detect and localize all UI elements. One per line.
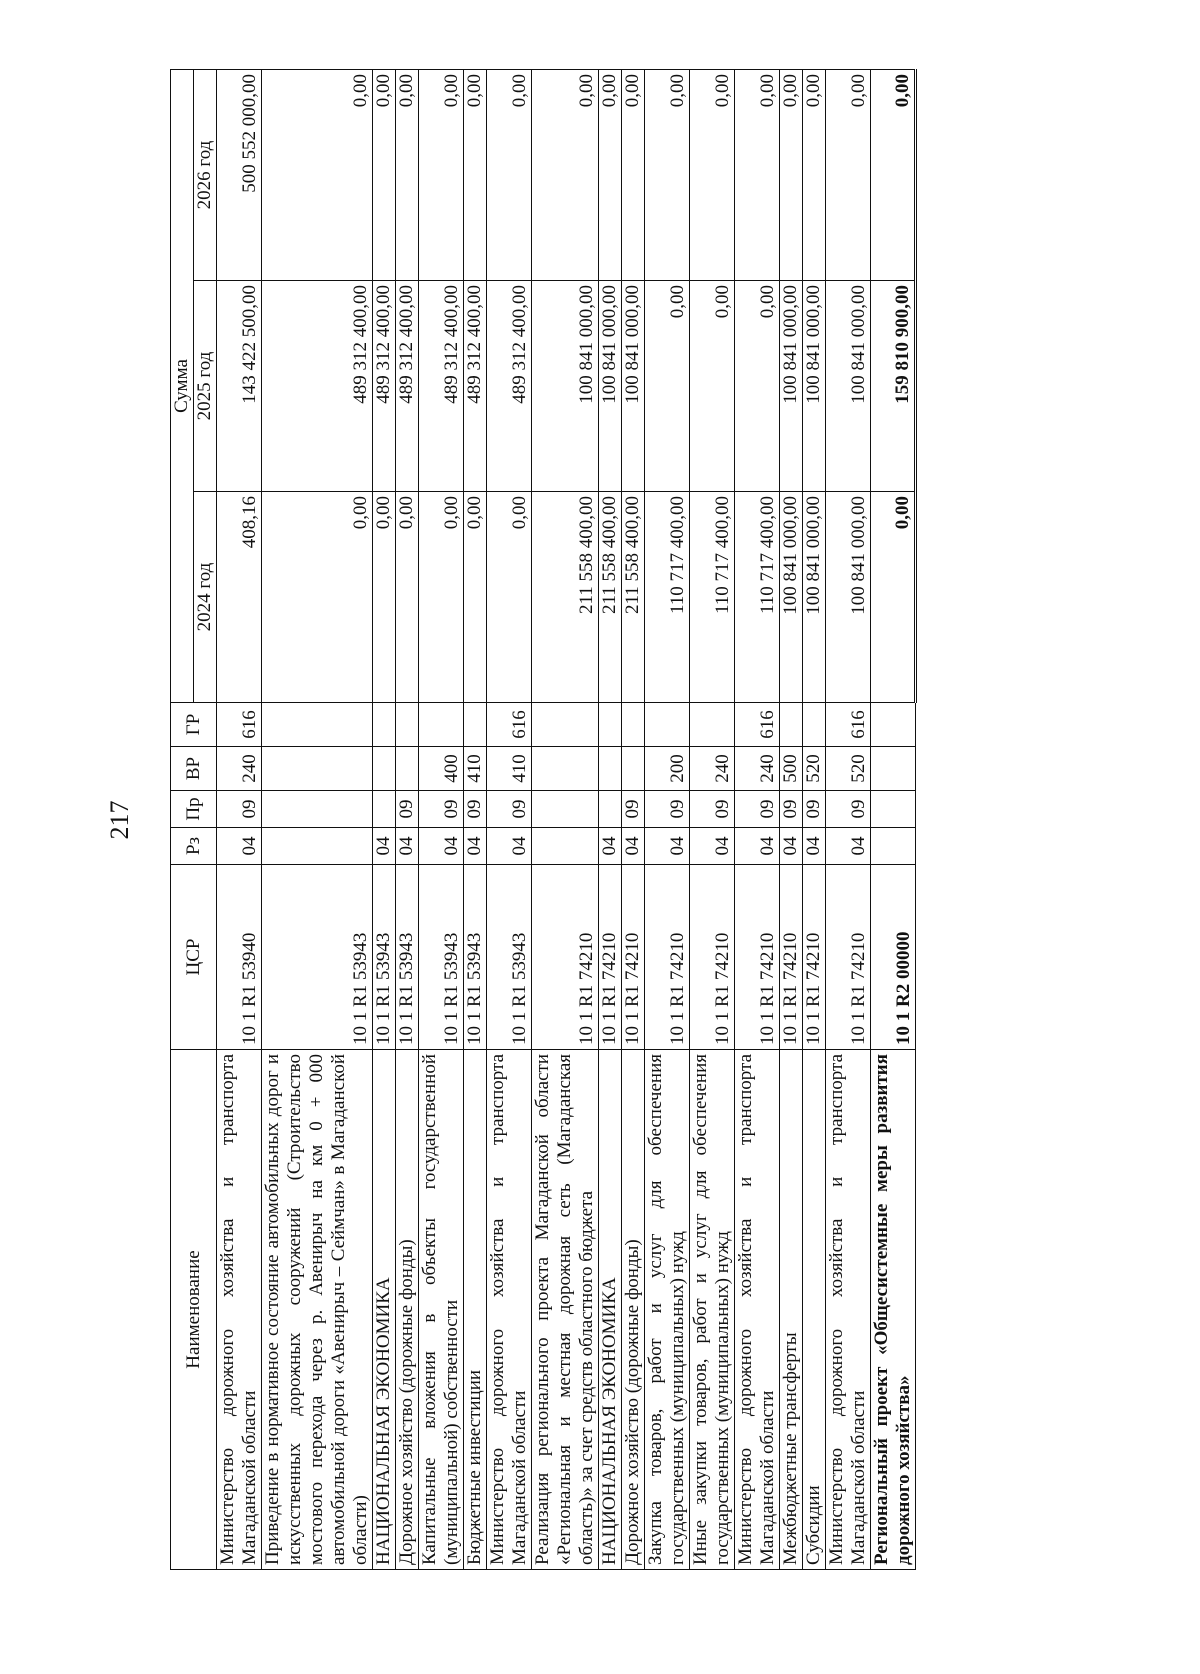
- cell-2025: 489 312 400,00: [262, 281, 373, 492]
- cell-2024: 100 841 000,00: [826, 492, 871, 703]
- cell-2025: 100 841 000,00: [780, 281, 803, 492]
- table-row: [871, 70, 916, 1570]
- cell-gr: [803, 703, 826, 747]
- cell-rz: [532, 828, 599, 865]
- cell-csr: 10 1 R1 53943: [262, 865, 373, 1050]
- cell-vr: 240: [690, 747, 735, 791]
- cell-2025: 0,00: [690, 281, 735, 492]
- header-vr: ВР: [171, 747, 217, 791]
- cell-name: Министерство дорожного хозяйства и транспорта Магаданской области: [217, 1050, 262, 1570]
- cell-2026: 0,00: [690, 70, 735, 281]
- header-gr: ГР: [171, 703, 217, 747]
- cell-rz: 04: [396, 828, 419, 865]
- cell-vr: 500: [780, 747, 803, 791]
- cell-2026: 0,00: [735, 70, 780, 281]
- table-row: [487, 70, 532, 1570]
- cell-2024: 0,00: [262, 492, 373, 703]
- cell-2026: 0,00: [780, 70, 803, 281]
- cell-pr: 09: [780, 791, 803, 828]
- page-number: 217: [105, 800, 134, 840]
- table-row: [803, 70, 826, 1570]
- cell-gr: [373, 703, 396, 747]
- cell-vr: [599, 747, 622, 791]
- cell-name: Капитальные вложения в объекты государственной (муниципальной) собственности: [419, 1050, 464, 1570]
- cell-pr: 09: [645, 791, 690, 828]
- cell-gr: 616: [826, 703, 871, 747]
- cell-2024: 110 717 400,00: [735, 492, 780, 703]
- cell-csr: 10 1 R1 74210: [803, 865, 826, 1050]
- cell-rz: 04: [803, 828, 826, 865]
- cell-2026: 0,00: [645, 70, 690, 281]
- budget-table: [170, 69, 917, 1570]
- cell-2026: 0,00: [622, 70, 645, 281]
- header-2025: 2025 год: [194, 281, 217, 492]
- cell-2024: 0,00: [396, 492, 419, 703]
- cell-2025: 143 422 500,00: [217, 281, 262, 492]
- cell-gr: [419, 703, 464, 747]
- cell-pr: 09: [803, 791, 826, 828]
- cell-name: Дорожное хозяйство (дорожные фонды): [396, 1050, 419, 1570]
- cell-name: Министерство дорожного хозяйства и транспорта Магаданской области: [826, 1050, 871, 1570]
- cell-2026: 500 552 000,00: [217, 70, 262, 281]
- cell-vr: [871, 747, 916, 791]
- cell-gr: [262, 703, 373, 747]
- cell-2024: 0,00: [373, 492, 396, 703]
- cell-vr: 410: [464, 747, 487, 791]
- cell-2025: 159 810 900,00: [871, 281, 916, 492]
- table-body: [217, 70, 916, 1570]
- cell-vr: 410: [487, 747, 532, 791]
- cell-rz: 04: [599, 828, 622, 865]
- cell-pr: 09: [826, 791, 871, 828]
- cell-gr: [645, 703, 690, 747]
- cell-gr: [780, 703, 803, 747]
- cell-2026: 0,00: [373, 70, 396, 281]
- cell-gr: [690, 703, 735, 747]
- cell-csr: 10 1 R1 53940: [217, 865, 262, 1050]
- cell-2024: 100 841 000,00: [780, 492, 803, 703]
- cell-2025: 100 841 000,00: [622, 281, 645, 492]
- cell-vr: 520: [803, 747, 826, 791]
- cell-rz: 04: [464, 828, 487, 865]
- cell-rz: [871, 828, 916, 865]
- cell-2026: 0,00: [871, 70, 916, 281]
- cell-gr: [464, 703, 487, 747]
- cell-name: Министерство дорожного хозяйства и транспорта Магаданской области: [735, 1050, 780, 1570]
- cell-2025: 100 841 000,00: [532, 281, 599, 492]
- cell-gr: 616: [735, 703, 780, 747]
- cell-rz: 04: [690, 828, 735, 865]
- cell-vr: 240: [217, 747, 262, 791]
- header-pr: Пр: [171, 791, 217, 828]
- cell-csr: 10 1 R1 53943: [464, 865, 487, 1050]
- cell-csr: 10 1 R1 74210: [532, 865, 599, 1050]
- cell-2025: 489 312 400,00: [396, 281, 419, 492]
- cell-vr: [532, 747, 599, 791]
- cell-name: Приведение в нормативное состояние автомобильных дорог и искусственных дорожных сооружений (Строительство мостового перехода через р. Авенирыч на км 0 + 000 автомобильной дороги «Авенирыч – Сеймчан» в Магаданской области): [262, 1050, 373, 1570]
- cell-2024: 0,00: [419, 492, 464, 703]
- cell-csr: 10 1 R1 74210: [599, 865, 622, 1050]
- cell-gr: 616: [487, 703, 532, 747]
- cell-2024: 0,00: [464, 492, 487, 703]
- cell-2026: 0,00: [262, 70, 373, 281]
- cell-rz: 04: [419, 828, 464, 865]
- cell-rz: 04: [622, 828, 645, 865]
- table-row: [690, 70, 735, 1570]
- cell-2025: 489 312 400,00: [487, 281, 532, 492]
- cell-csr: 10 1 R1 74210: [826, 865, 871, 1050]
- table-row: [217, 70, 262, 1570]
- cell-pr: [262, 791, 373, 828]
- table-row: [780, 70, 803, 1570]
- cell-vr: [373, 747, 396, 791]
- cell-gr: [532, 703, 599, 747]
- cell-csr: 10 1 R1 53943: [419, 865, 464, 1050]
- table-row: [262, 70, 373, 1570]
- cell-pr: [373, 791, 396, 828]
- cell-name: Закупка товаров, работ и услуг для обеспечения государственных (муниципальных) нужд: [645, 1050, 690, 1570]
- cell-csr: 10 1 R1 53943: [487, 865, 532, 1050]
- cell-name: НАЦИОНАЛЬНАЯ ЭКОНОМИКА: [373, 1050, 396, 1570]
- cell-name: Иные закупки товаров, работ и услуг для обеспечения государственных (муниципальных) нужд: [690, 1050, 735, 1570]
- table-row: [735, 70, 780, 1570]
- cell-gr: [622, 703, 645, 747]
- cell-vr: 520: [826, 747, 871, 791]
- cell-vr: [622, 747, 645, 791]
- table-row: [622, 70, 645, 1570]
- table-header: [171, 70, 217, 1570]
- cell-pr: 09: [419, 791, 464, 828]
- cell-2025: 100 841 000,00: [826, 281, 871, 492]
- cell-pr: 09: [217, 791, 262, 828]
- table-row: [419, 70, 464, 1570]
- cell-pr: [871, 791, 916, 828]
- cell-name: Министерство дорожного хозяйства и транспорта Магаданской области: [487, 1050, 532, 1570]
- cell-pr: 09: [690, 791, 735, 828]
- cell-rz: [262, 828, 373, 865]
- table-row: [464, 70, 487, 1570]
- cell-2026: 0,00: [464, 70, 487, 281]
- cell-csr: 10 1 R1 74210: [645, 865, 690, 1050]
- cell-2026: 0,00: [826, 70, 871, 281]
- cell-name: Бюджетные инвестиции: [464, 1050, 487, 1570]
- header-rz: Рз: [171, 828, 217, 865]
- cell-vr: [396, 747, 419, 791]
- cell-2024: 211 558 400,00: [532, 492, 599, 703]
- cell-name: Субсидии: [803, 1050, 826, 1570]
- cell-pr: 09: [622, 791, 645, 828]
- cell-csr: 10 1 R1 74210: [690, 865, 735, 1050]
- cell-name: Региональный проект «Общесистемные меры развития дорожного хозяйства»: [871, 1050, 916, 1570]
- table-row: [645, 70, 690, 1570]
- table-row: [599, 70, 622, 1570]
- cell-2026: 0,00: [532, 70, 599, 281]
- cell-name: Дорожное хозяйство (дорожные фонды): [622, 1050, 645, 1570]
- table-row: [532, 70, 599, 1570]
- cell-2026: 0,00: [599, 70, 622, 281]
- cell-2024: 0,00: [871, 492, 916, 703]
- cell-rz: 04: [373, 828, 396, 865]
- cell-2024: 408,16: [217, 492, 262, 703]
- cell-pr: [599, 791, 622, 828]
- cell-csr: 10 1 R2 00000: [871, 865, 916, 1050]
- cell-rz: 04: [826, 828, 871, 865]
- cell-gr: 616: [217, 703, 262, 747]
- cell-csr: 10 1 R1 74210: [735, 865, 780, 1050]
- cell-name: Реализация регионального проекта Магаданской области «Региональная и местная дорожная сеть (Магаданская область)» за счет средств областного бюджета: [532, 1050, 599, 1570]
- cell-2024: 110 717 400,00: [690, 492, 735, 703]
- cell-pr: 09: [464, 791, 487, 828]
- cell-csr: 10 1 R1 74210: [622, 865, 645, 1050]
- cell-csr: 10 1 R1 53943: [396, 865, 419, 1050]
- cell-2024: 211 558 400,00: [622, 492, 645, 703]
- cell-gr: [396, 703, 419, 747]
- cell-2024: 211 558 400,00: [599, 492, 622, 703]
- cell-2024: 0,00: [487, 492, 532, 703]
- cell-pr: 09: [735, 791, 780, 828]
- cell-name: Межбюджетные трансферты: [780, 1050, 803, 1570]
- table-row: [373, 70, 396, 1570]
- cell-rz: 04: [735, 828, 780, 865]
- cell-2025: 0,00: [735, 281, 780, 492]
- cell-vr: 240: [735, 747, 780, 791]
- cell-pr: 09: [396, 791, 419, 828]
- cell-2024: 100 841 000,00: [803, 492, 826, 703]
- cell-rz: 04: [645, 828, 690, 865]
- cell-rz: 04: [217, 828, 262, 865]
- cell-csr: 10 1 R1 74210: [780, 865, 803, 1050]
- header-sum: Сумма: [171, 70, 194, 703]
- cell-vr: [262, 747, 373, 791]
- header-name: Наименование: [171, 1050, 217, 1570]
- cell-2025: 100 841 000,00: [599, 281, 622, 492]
- cell-2026: 0,00: [419, 70, 464, 281]
- cell-pr: 09: [487, 791, 532, 828]
- cell-2025: 100 841 000,00: [803, 281, 826, 492]
- cell-2024: 110 717 400,00: [645, 492, 690, 703]
- cell-gr: [871, 703, 916, 747]
- cell-2025: 489 312 400,00: [419, 281, 464, 492]
- rotated-page: [170, 70, 917, 1570]
- cell-rz: 04: [487, 828, 532, 865]
- cell-vr: 400: [419, 747, 464, 791]
- header-2026: 2026 год: [194, 70, 217, 281]
- header-csr: ЦСР: [171, 865, 217, 1050]
- cell-2026: 0,00: [396, 70, 419, 281]
- cell-gr: [599, 703, 622, 747]
- cell-2025: 489 312 400,00: [373, 281, 396, 492]
- cell-vr: 200: [645, 747, 690, 791]
- cell-2025: 489 312 400,00: [464, 281, 487, 492]
- header-2024: 2024 год: [194, 492, 217, 703]
- table-row: [826, 70, 871, 1570]
- cell-rz: 04: [780, 828, 803, 865]
- cell-2026: 0,00: [803, 70, 826, 281]
- cell-pr: [532, 791, 599, 828]
- cell-2026: 0,00: [487, 70, 532, 281]
- cell-name: НАЦИОНАЛЬНАЯ ЭКОНОМИКА: [599, 1050, 622, 1570]
- cell-csr: 10 1 R1 53943: [373, 865, 396, 1050]
- cell-2025: 0,00: [645, 281, 690, 492]
- table-row: [396, 70, 419, 1570]
